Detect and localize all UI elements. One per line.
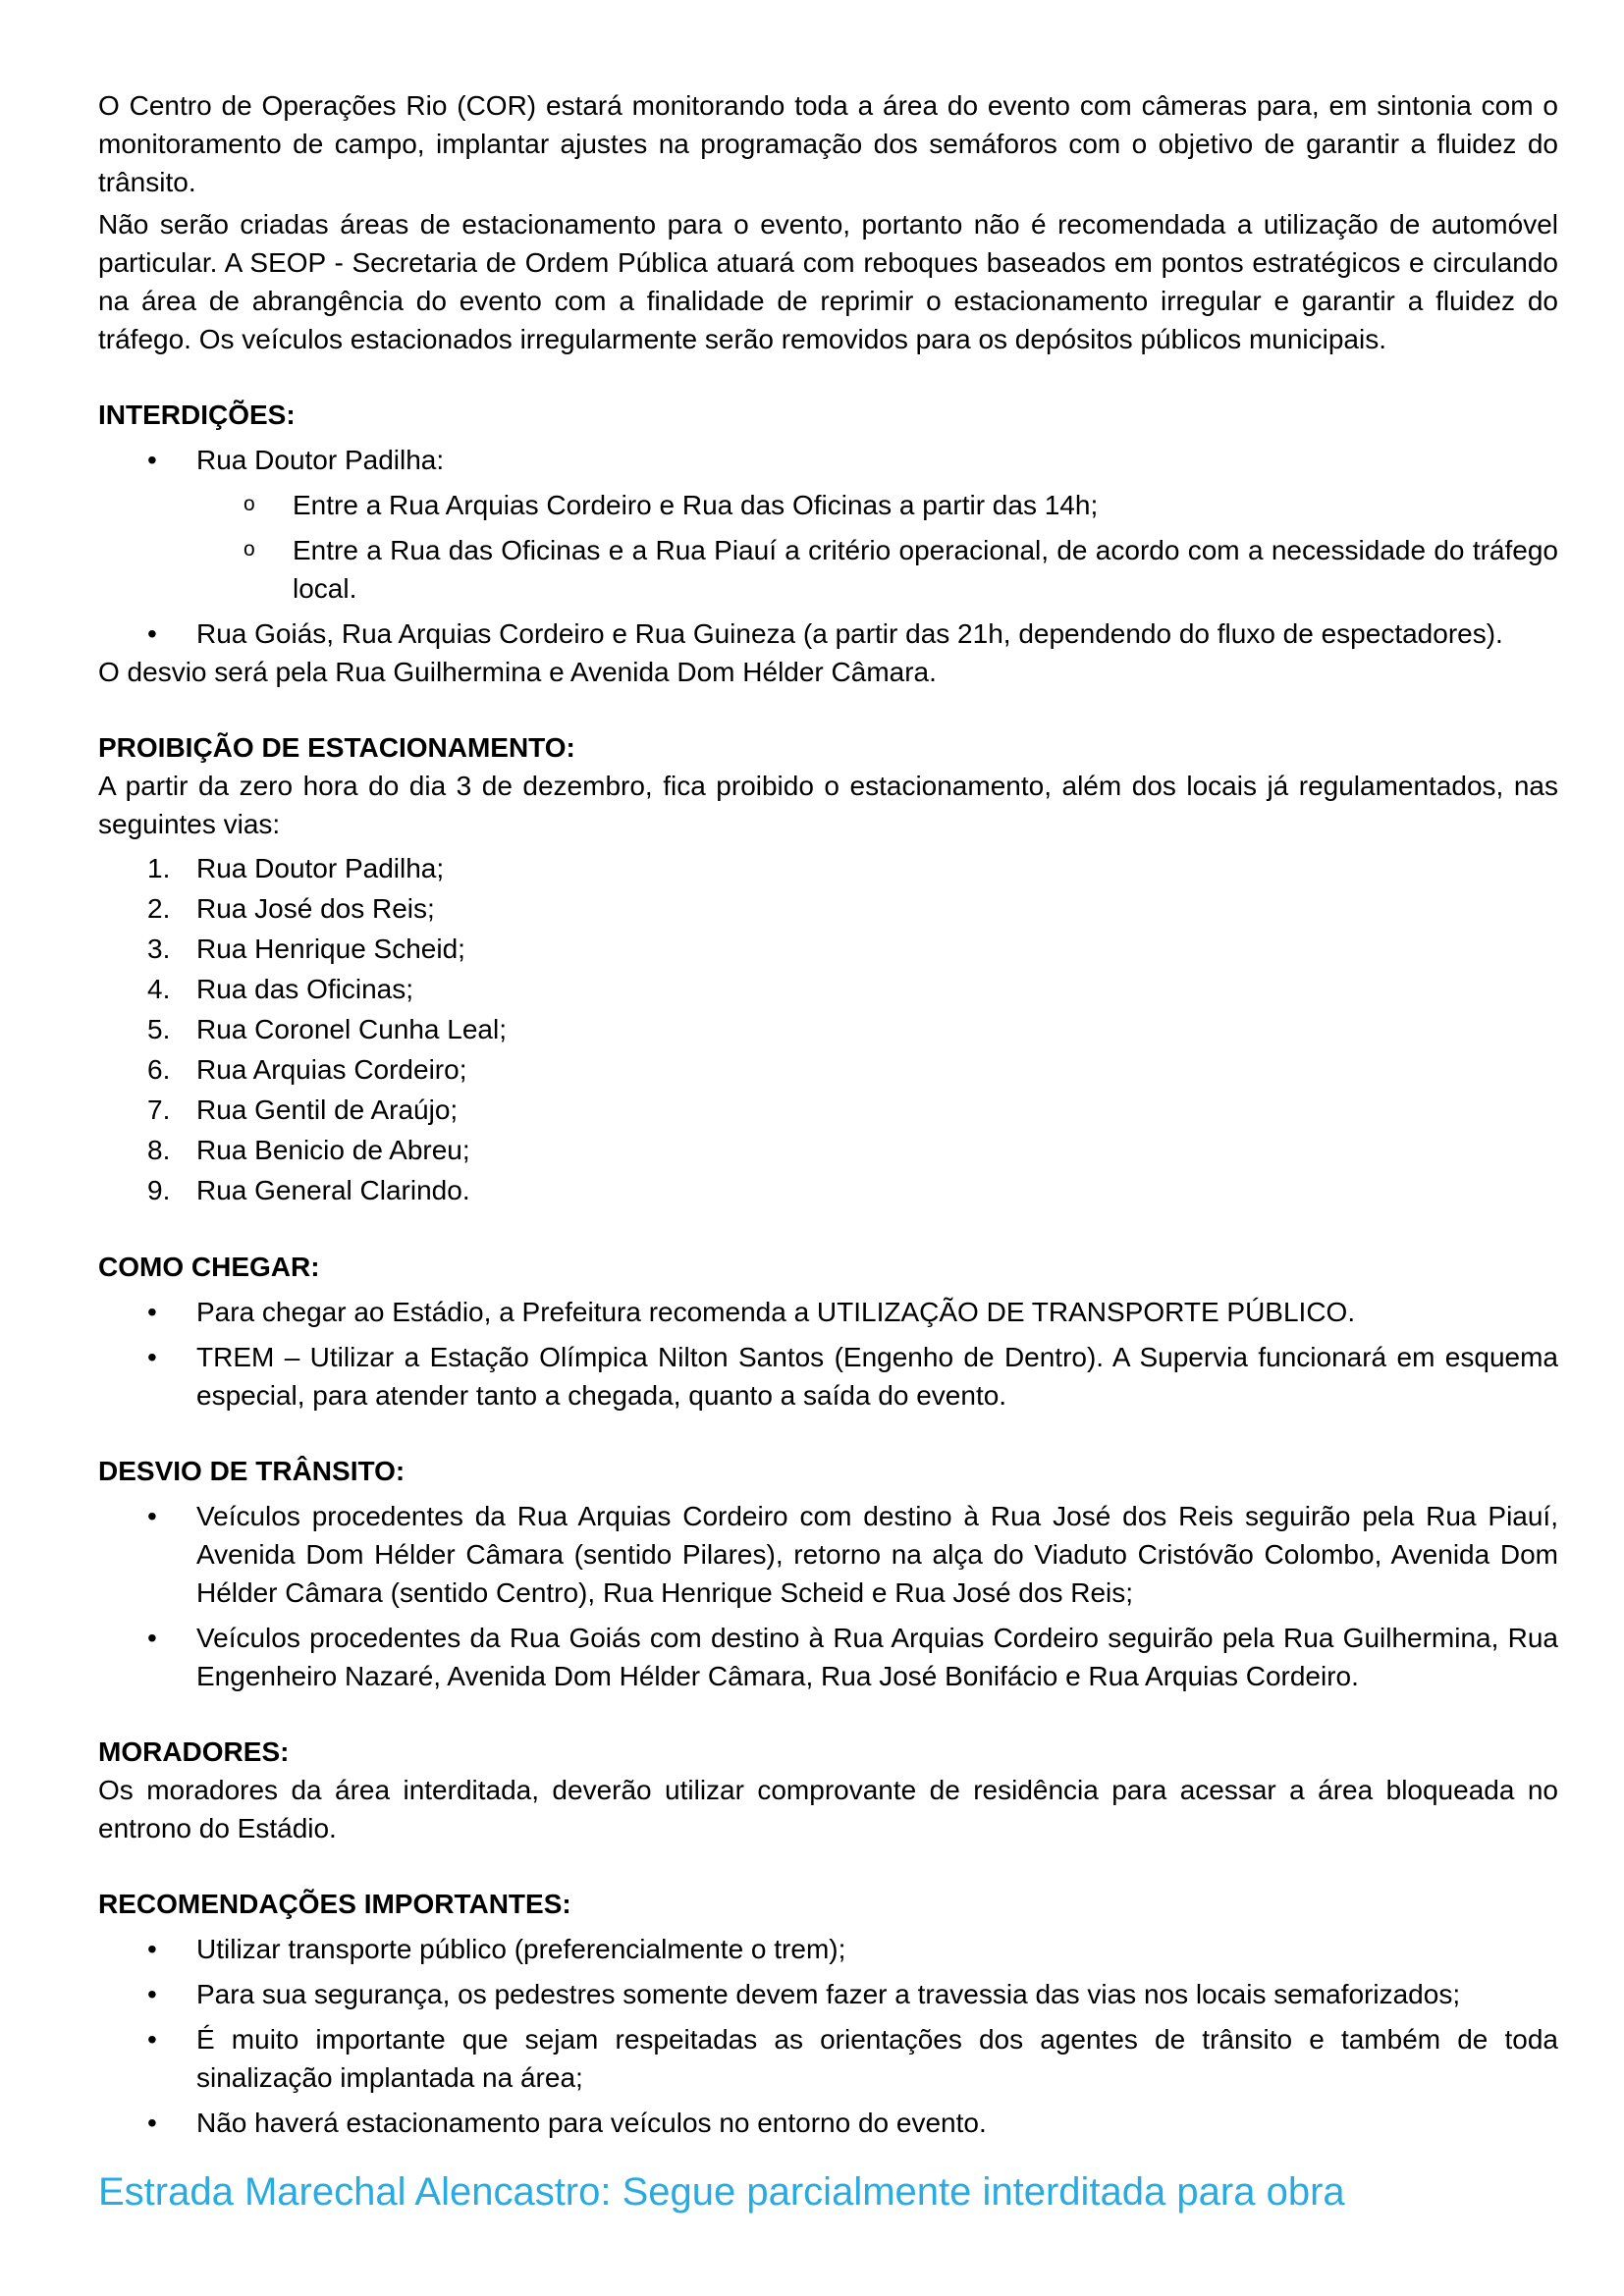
intro-paragraph-1: O Centro de Operações Rio (COR) estará monitorando toda a área do evento com câmeras para, em sintonia com o monitoramento de campo, implantar ajustes na programação dos semáforos com o objetivo de garantir a fluidez do trânsito. (98, 90, 1558, 197)
bullet-icon: • (147, 1501, 157, 1531)
sub-list-item (98, 486, 1558, 524)
list-item-text: Rua Goiás, Rua Arquias Cordeiro e Rua Guineza (a partir das 21h, dependendo do fluxo de espectadores). (196, 618, 1503, 649)
list-item (98, 1497, 1558, 1612)
section-heading: COMO CHEGAR: (98, 1252, 320, 1282)
section-como-chegar (98, 1248, 1558, 1415)
street-name: Rua das Oficinas; (196, 974, 413, 1004)
section-desvio-transito (98, 1452, 1558, 1695)
list-item (98, 1050, 1558, 1090)
bullet-icon: • (147, 618, 157, 649)
street-name: Rua Benicio de Abreu; (196, 1135, 470, 1165)
section-interdicoes (98, 396, 1558, 691)
street-name: Rua General Clarindo. (196, 1175, 470, 1205)
section-heading: DESVIO DE TRÂNSITO: (98, 1456, 406, 1486)
street-name: Rua Arquias Cordeiro; (196, 1054, 467, 1085)
list-item-text: Veículos procedentes da Rua Goiás com destino à Rua Arquias Cordeiro seguirão pela Rua Guilhermina, Rua Engenheiro Nazaré, Avenida Dom Hélder Câmara, Rua José Bonifácio e Rua Arquias Cordeiro. (196, 1623, 1558, 1691)
list-item-text: Utilizar transporte público (preferencialmente o trem); (196, 1934, 846, 1964)
list-item (98, 1091, 1558, 1130)
circle-bullet-icon: o (244, 493, 255, 515)
bullet-icon: • (147, 1297, 157, 1327)
list-item (98, 1975, 1558, 2013)
section-moradores (98, 1733, 1558, 1847)
list-item-text: Não haverá estacionamento para veículos no entorno do evento. (196, 2108, 987, 2138)
section-heading: PROIBIÇÃO DE ESTACIONAMENTO: (98, 732, 575, 763)
sub-list-item (98, 531, 1558, 608)
list-item (98, 970, 1558, 1009)
estrada-marechal-alencastro-headline: Estrada Marechal Alencastro: Segue parcialmente interditada para obra (98, 2170, 1345, 2214)
bullet-icon: • (147, 1342, 157, 1372)
list-item (98, 1171, 1558, 1210)
detour-note: O desvio será pela Rua Guilhermina e Avenida Dom Hélder Câmara. (98, 657, 937, 687)
list-item-text: Rua Doutor Padilha: (196, 445, 445, 475)
list-item (98, 849, 1558, 888)
list-number: 2. (147, 893, 171, 924)
section-proibicao-estacionamento (98, 728, 1558, 1210)
list-item-text: Para chegar ao Estádio, a Prefeitura recomenda a UTILIZAÇÃO DE TRANSPORTE PÚBLICO. (196, 1297, 1356, 1327)
bullet-icon: • (147, 1934, 157, 1964)
circle-bullet-icon: o (244, 538, 255, 561)
list-item (98, 930, 1558, 969)
list-number: 8. (147, 1135, 171, 1165)
list-number: 5. (147, 1014, 171, 1044)
list-item-text: TREM – Utilizar a Estação Olímpica Nilton Santos (Engenho de Dentro). A Supervia funcionará em esquema especial, para atender tanto a chegada, quanto a saída do evento. (196, 1342, 1558, 1411)
sub-list-item-text: Entre a Rua das Oficinas e a Rua Piauí a critério operacional, de acordo com a necessidade do tráfego local. (293, 535, 1558, 604)
list-item (98, 2104, 1558, 2142)
list-number: 6. (147, 1054, 171, 1085)
street-name: Rua José dos Reis; (196, 893, 435, 924)
section-text: Os moradores da área interditada, deverão utilizar comprovante de residência para acessar a área bloqueada no entrono do Estádio. (98, 1775, 1558, 1843)
list-item-text: É muito importante que sejam respeitadas as orientações dos agentes de trânsito e também de toda sinalização implantada na área; (196, 2024, 1558, 2093)
street-numbered-list (98, 849, 1558, 1210)
bullet-icon: • (147, 445, 157, 475)
list-item (98, 614, 1558, 653)
list-item (98, 1010, 1558, 1049)
section-heading: MORADORES: (98, 1736, 290, 1767)
list-item (98, 1930, 1558, 1968)
list-number: 7. (147, 1095, 171, 1125)
bullet-icon: • (147, 2108, 157, 2138)
list-item-text: Veículos procedentes da Rua Arquias Cordeiro com destino à Rua José dos Reis seguirão pela Rua Piauí, Avenida Dom Hélder Câmara (sentido Pilares), retorno na alça do Viaduto Cristóvão Colombo, Avenida Dom Hélder Câmara (sentido Centro), Rua Henrique Scheid e Rua José dos Reis; (196, 1501, 1558, 1608)
section-heading: RECOMENDAÇÕES IMPORTANTES: (98, 1889, 571, 1919)
bullet-icon: • (147, 1979, 157, 2009)
list-number: 3. (147, 934, 171, 964)
street-name: Rua Gentil de Araújo; (196, 1095, 459, 1125)
section-heading: INTERDIÇÕES: (98, 400, 296, 430)
list-number: 4. (147, 974, 171, 1004)
list-item (98, 1338, 1558, 1415)
street-name: Rua Doutor Padilha; (196, 853, 445, 883)
bullet-icon: • (147, 1623, 157, 1653)
list-item (98, 889, 1558, 929)
street-name: Rua Henrique Scheid; (196, 934, 465, 964)
bullet-icon: • (147, 2024, 157, 2055)
sub-list-item-text: Entre a Rua Arquias Cordeiro e Rua das Oficinas a partir das 14h; (293, 490, 1099, 520)
list-item (98, 1619, 1558, 1695)
list-number: 9. (147, 1175, 171, 1205)
list-item (98, 1293, 1558, 1331)
list-item-text: Para sua segurança, os pedestres somente devem fazer a travessia das vias nos locais semaforizados; (196, 1979, 1461, 2009)
list-item (98, 1131, 1558, 1170)
list-item (98, 2020, 1558, 2097)
list-item (98, 441, 1558, 479)
section-recomendacoes (98, 1885, 1558, 2142)
intro-paragraph-2: Não serão criadas áreas de estacionamento para o evento, portanto não é recomendada a utilização de automóvel particular. A SEOP - Secretaria de Ordem Pública atuará com reboques baseados em pontos estratégicos e circulando na área de abrangência do evento com a finalidade de reprimir o estacionamento irregular e garantir a fluidez do tráfego. Os veículos estacionados irregularmente serão removidos para os depósitos públicos municipais. (98, 209, 1558, 354)
section-intro-text: A partir da zero hora do dia 3 de dezembro, fica proibido o estacionamento, além dos locais já regulamentados, nas seguintes vias: (98, 771, 1558, 839)
list-number: 1. (147, 853, 171, 883)
street-name: Rua Coronel Cunha Leal; (196, 1014, 507, 1044)
